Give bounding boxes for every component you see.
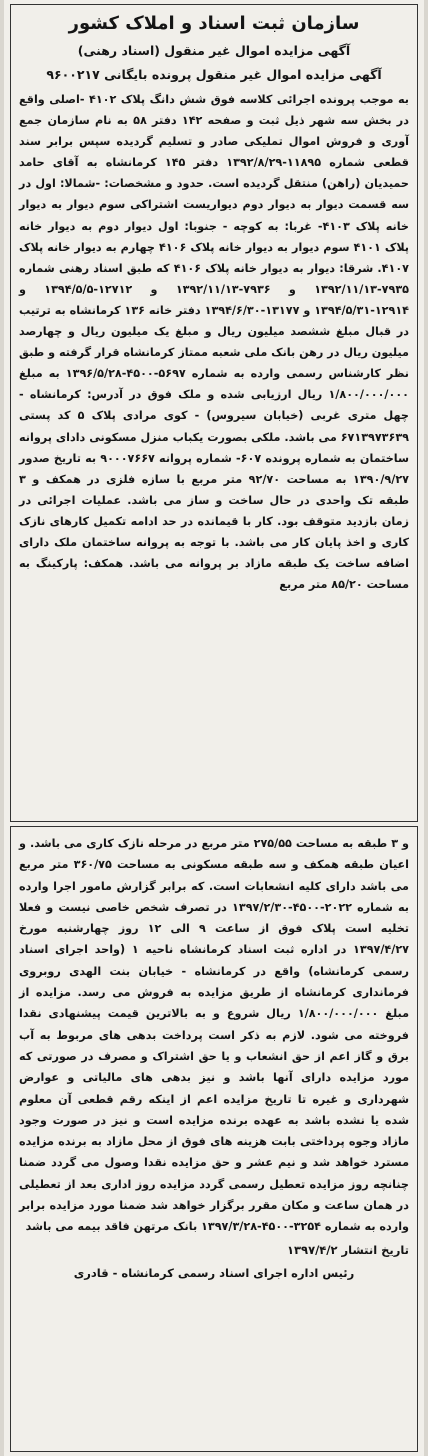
organization-title: سازمان ثبت اسناد و املاک کشور [68,13,360,34]
newspaper-clipping [4,0,424,1456]
announcement-upper-column [10,4,418,822]
signature-line: رئیس اداره اجرای اسناد رسمی کرمانشاه - قادری [73,1265,355,1280]
notice-paragraph-1: به موجب پرونده اجرائی کلاسه فوق شش دانگ پلاک ۴۱۰۲ -اصلی واقع در بخش سه شهر ذیل ثبت و صفحه ۱۴۲ دفتر ۵۸ به نام سازمان جمع آوری و فروش اموال تملیکی صادر و تسلیم گردیده سپس برابر سند قطعی شماره ۱۱۸۹۵-۱۳۹۲/۸/۲۹ دفتر ۱۴۵ کرمانشاه به آقای حامد حمیدیان (راهن) منتقل گردیده است. حدود و مشخصات: -شمالا: اول در سه قسمت دیوار به دیوار دوم دیواریست اشتراکی سوم دیوار به دیوار خانه پلاک ۴۱۰۳- غربا: به کوچه - جنوبا: اول دیوار دوم به دیوار خانه پلاک ۴۱۰۱ سوم دیوار به دیوار خانه پلاک ۴۱۰۶ چهارم به دیوار خانه پلاک ۴۱۰۷. شرقا: دیوار به دیوار خانه پلاک ۴۱۰۶ که طبق اسناد رهنی شماره ۷۹۳۵-۱۳۹۲/۱۱/۱۳ و ۷۹۳۶-۱۳۹۲/۱۱/۱۳ و ۱۲۷۱۲-۱۳۹۴/۵/۵ و ۱۲۹۱۴-۱۳۹۴/۵/۳۱ و ۱۳۱۷۷-۱۳۹۴/۶/۳۰ دفتر خانه ۱۳۶ کرمانشاه به ترتیب در قبال مبلغ ششصد میلیون ریال و مبلغ یک میلیون ریال و چهارصد میلیون ریال در رهن بانک ملی شعبه ممتاز کرمانشاه قرار گرفته و طبق نظر کارشناس رسمی وارده به شماره ۵۶۹۷-۴۵۰۰-۱۳۹۶/۵/۲۸ به مبلغ ۱/۸۰۰/۰۰۰/۰۰۰ ریال ارزیابی شده و ملک فوق در آدرس: کرمانشاه - چهل متری غربی (خیابان سیروس) - کوی مرادی پلاک ۵ کد پستی ۶۷۱۳۹۷۳۶۳۹ می باشد. ملکی بصورت یکباب منزل مسکونی دادای پروانه ساختمان به شماره پرونده ۶۰۷- شماره پروانه ۹۰۰۰۷۶۶۷ به تاریخ صدور ۱۳۹۰/۹/۲۷ به مساحت ۹۲/۷۰ متر مربع با سازه فلزی در همکف و ۳ طبقه تک واحدی در حال ساخت و ساز می باشد. عملیات اجرائی در زمان بازدید متوقف بود. کار با قیمانده در حد ادامه تکمیل کارهای نازک کاری و اخذ پایان کار می باشد. با توجه به پروانه ساختمان ملک دارای اضافه ساخت یک طبقه مازاد بر پروانه می باشد. همکف: پارکینگ به مساحت ۸۵/۲۰ متر مربع [19,93,410,592]
announcement-lower-column [10,826,418,1452]
notice-subtitle: آگهی مزایده اموال غیر منقول (اسناد رهنی) [77,43,351,58]
case-reference: آگهی مزایده اموال غیر منقول پرونده بایگانی ۹۶۰۰۲۱۷ [46,67,382,82]
notice-paragraph-2: و ۳ طبقه به مساحت ۲۷۵/۵۵ متر مربع در مرحله نازک کاری می باشد. و اعیان طبقه همکف و سه طبقه مسکونی به مساحت ۳۶۰/۷۵ متر مربع می باشد دارای کلیه انشعابات است. که برابر گزارش مامور اجرا وارده به شماره ۲۰۲۲-۴۵۰۰-۱۳۹۷/۲/۳۰ در تصرف شخص خاصی نیست و فعلا تخلیه است پلاک فوق از ساعت ۹ الی ۱۲ روز چهارشنبه مورخ ۱۳۹۷/۴/۲۷ در اداره ثبت اسناد کرمانشاه ناحیه ۱ (واحد اجرای اسناد رسمی کرمانشاه) واقع در کرمانشاه - خیابان بنت الهدی روبروی فرمانداری کرمانشاه از طریق مزایده به فروش می رسد. مزایده از مبلغ ۱/۸۰۰/۰۰۰/۰۰۰ ریال شروع و به بالاترین قیمت پیشنهادی نقدا فروخته می شود. لازم به ذکر است پرداخت بدهی های مربوط به آب برق و گاز اعم از حق انشعاب و یا حق اشتراک و مصرف در صورتی که مورد مزایده دارای آنها باشد و نیز بدهی های مالیاتی و عوارض شهرداری و غیره تا تاریخ مزایده اعم از اینکه رقم قطعی آن معلوم شده یا نشده باشد به عهده برنده مزایده است و نیز در صورت وجود مازاد وجوه پرداختی بابت هزینه های فوق از محل مازاد به برنده مزایده مسترد خواهد شد و نیم عشر و حق مزایده نقدا وصول می گردد ضمنا چنانچه روز مزایده تعطیل رسمی گردد مزایده روز اداری بعد از تعطیلی در همان ساعت و مکان مقرر برگزار خواهد شد ضمنا مورد مزایده برابر وارده به شماره ۳۲۵۴-۴۵۰۰-۱۳۹۷/۳/۲۸ بانک مرتهن فاقد بیمه می باشد [19,837,410,1234]
publish-date: تاریخ انتشار ۱۳۹۷/۴/۲ [287,1242,409,1257]
